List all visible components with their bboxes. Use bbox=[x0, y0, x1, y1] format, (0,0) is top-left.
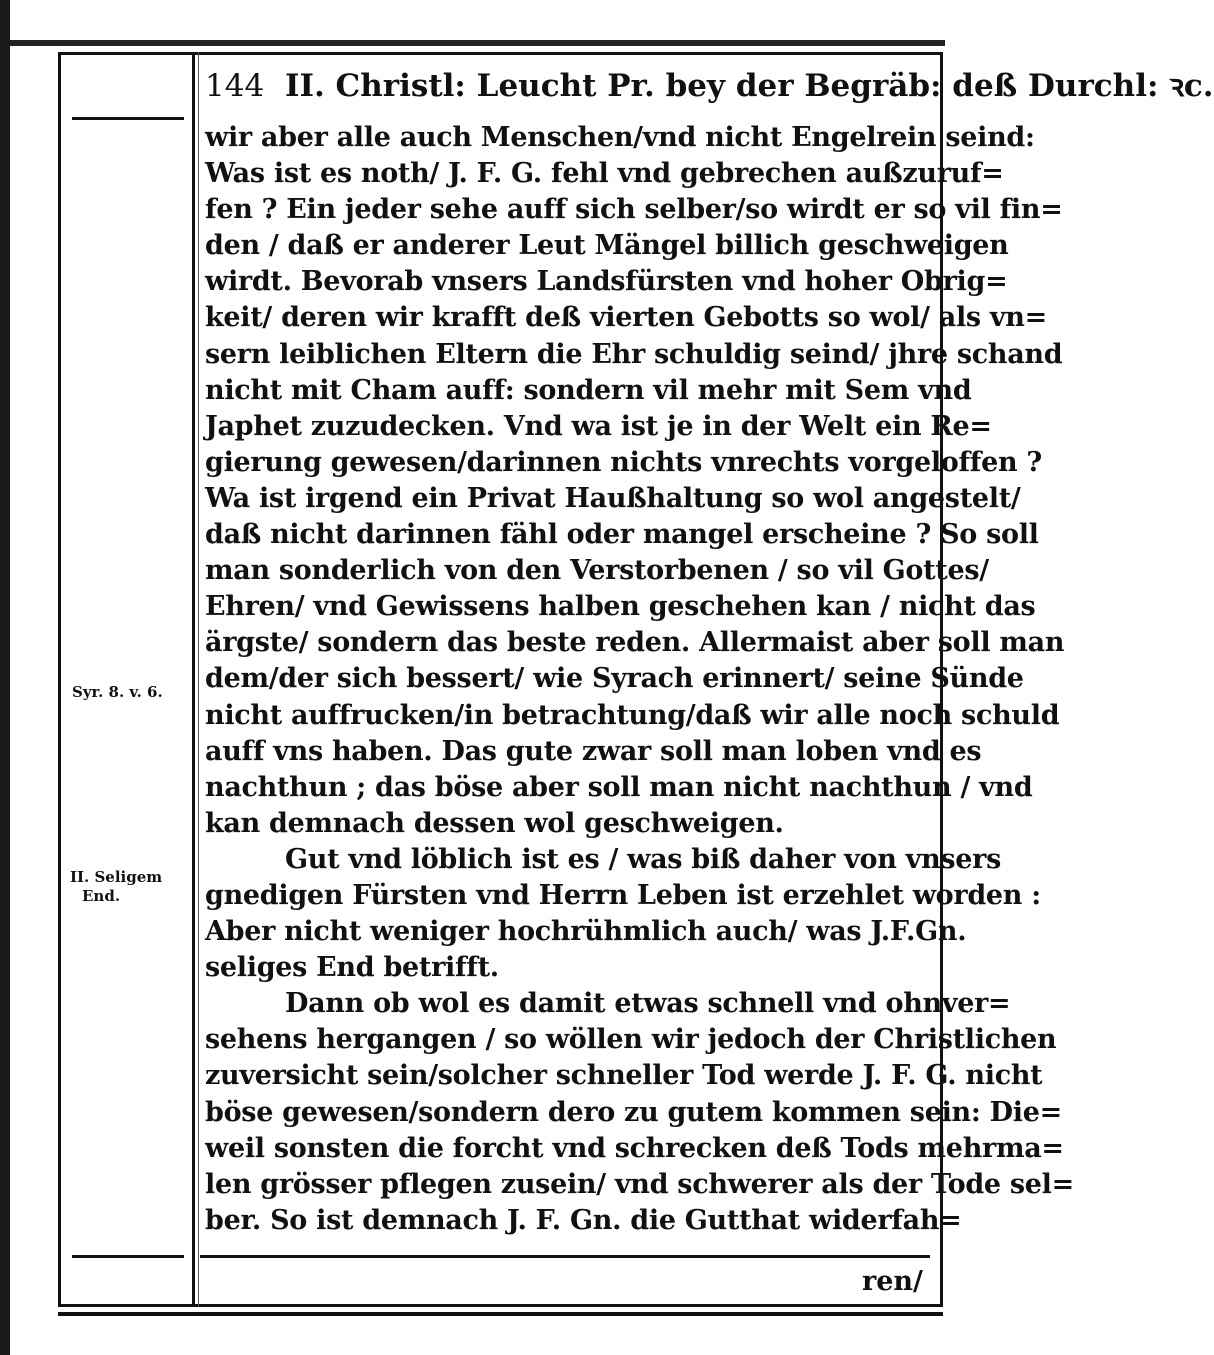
text-line: auff vns haben. Das gute zwar soll man loben vnd es bbox=[205, 735, 982, 767]
margin-note-reference: Syr. 8. v. 6. bbox=[72, 683, 163, 701]
margin-note-section-cont: End. bbox=[82, 887, 121, 905]
text-line: sehens hergangen / so wöllen wir jedoch der Christlichen bbox=[205, 1024, 1057, 1056]
text-line: Japhet zuzudecken. Vnd wa ist je in der Welt ein Re= bbox=[205, 410, 992, 442]
text-line: weil sonsten die forcht vnd schrecken deß Tods mehrma= bbox=[205, 1132, 1064, 1164]
body-text bbox=[205, 120, 1074, 1239]
text-line: fen ? Ein jeder sehe auff sich selber/so wirdt er so vil fin= bbox=[205, 194, 1063, 226]
text-line: wirdt. Bevorab vnsers Landsfürsten vnd hoher Obrig= bbox=[205, 266, 1008, 298]
text-line: gnedigen Fürsten vnd Herrn Leben ist erzehlet worden : bbox=[205, 879, 1041, 911]
text-line: keit/ deren wir krafft deß vierten Gebotts so wol/ als vn= bbox=[205, 302, 1047, 334]
text-line: Wa ist irgend ein Privat Haußhaltung so wol angestelt/ bbox=[205, 482, 1021, 514]
margin-note-section: II. Seligem bbox=[70, 868, 163, 886]
text-line: daß nicht darinnen fähl oder mangel erscheine ? So soll bbox=[205, 519, 1039, 551]
text-line: Dann ob wol es damit etwas schnell vnd ohnver= bbox=[285, 988, 1011, 1020]
running-title: II. Christl: Leucht Pr. bey der Begräb: deß Durchl: ꝛc. bbox=[284, 68, 1214, 104]
margin-rule-bottom bbox=[72, 1255, 184, 1258]
text-line: zuversicht sein/solcher schneller Tod werde J. F. G. nicht bbox=[205, 1060, 1043, 1092]
text-line: gierung gewesen/darinnen nichts vnrechts vorgeloffen ? bbox=[205, 446, 1042, 478]
catchword: ren/ bbox=[862, 1266, 923, 1297]
column-rule-inner bbox=[198, 52, 199, 1307]
text-line: nachthun ; das böse aber soll man nicht nachthun / vnd bbox=[205, 771, 1033, 803]
scan-edge-top bbox=[10, 40, 945, 46]
text-line: Aber nicht weniger hochrühmlich auch/ was J.F.Gn. bbox=[205, 916, 967, 948]
text-line: nicht auffrucken/in betrachtung/daß wir alle noch schuld bbox=[205, 699, 1060, 731]
text-line: den / daß er anderer Leut Mängel billich geschweigen bbox=[205, 230, 1009, 262]
text-line: kan demnach dessen wol geschweigen. bbox=[205, 807, 784, 839]
page-number: 144 bbox=[205, 68, 265, 104]
text-line: man sonderlich von den Verstorbenen / so vil Gottes/ bbox=[205, 555, 989, 587]
text-line: ärgste/ sondern das beste reden. Allermaist aber soll man bbox=[205, 627, 1065, 659]
text-line: nicht mit Cham auff: sondern vil mehr mit Sem vnd bbox=[205, 374, 972, 406]
text-line: sern leiblichen Eltern die Ehr schuldig seind/ jhre schand bbox=[205, 338, 1063, 370]
text-line: Was ist es noth/ J. F. G. fehl vnd gebrechen außzuruf= bbox=[205, 158, 1004, 190]
text-line: seliges End betrifft. bbox=[205, 952, 499, 984]
text-line: dem/der sich bessert/ wie Syrach erinnert/ seine Sünde bbox=[205, 663, 1024, 695]
column-rule bbox=[192, 52, 195, 1307]
text-line: Gut vnd löblich ist es / was biß daher von vnsers bbox=[285, 843, 1002, 875]
text-line: böse gewesen/sondern dero zu gutem kommen sein: Die= bbox=[205, 1096, 1062, 1128]
text-line: Ehren/ vnd Gewissens halben geschehen kan / nicht das bbox=[205, 591, 1036, 623]
text-line: ber. So ist demnach J. F. Gn. die Gutthat widerfah= bbox=[205, 1204, 962, 1236]
scan-edge bbox=[0, 0, 10, 1355]
text-line: len grösser pflegen zusein/ vnd schwerer als der Tode sel= bbox=[205, 1168, 1074, 1200]
margin-rule-top bbox=[72, 117, 184, 120]
text-rule-bottom bbox=[200, 1255, 930, 1258]
text-line: wir aber alle auch Menschen/vnd nicht Engelrein seind: bbox=[205, 122, 1035, 153]
running-header bbox=[205, 62, 1214, 110]
frame-bottom-rule bbox=[58, 1312, 943, 1316]
